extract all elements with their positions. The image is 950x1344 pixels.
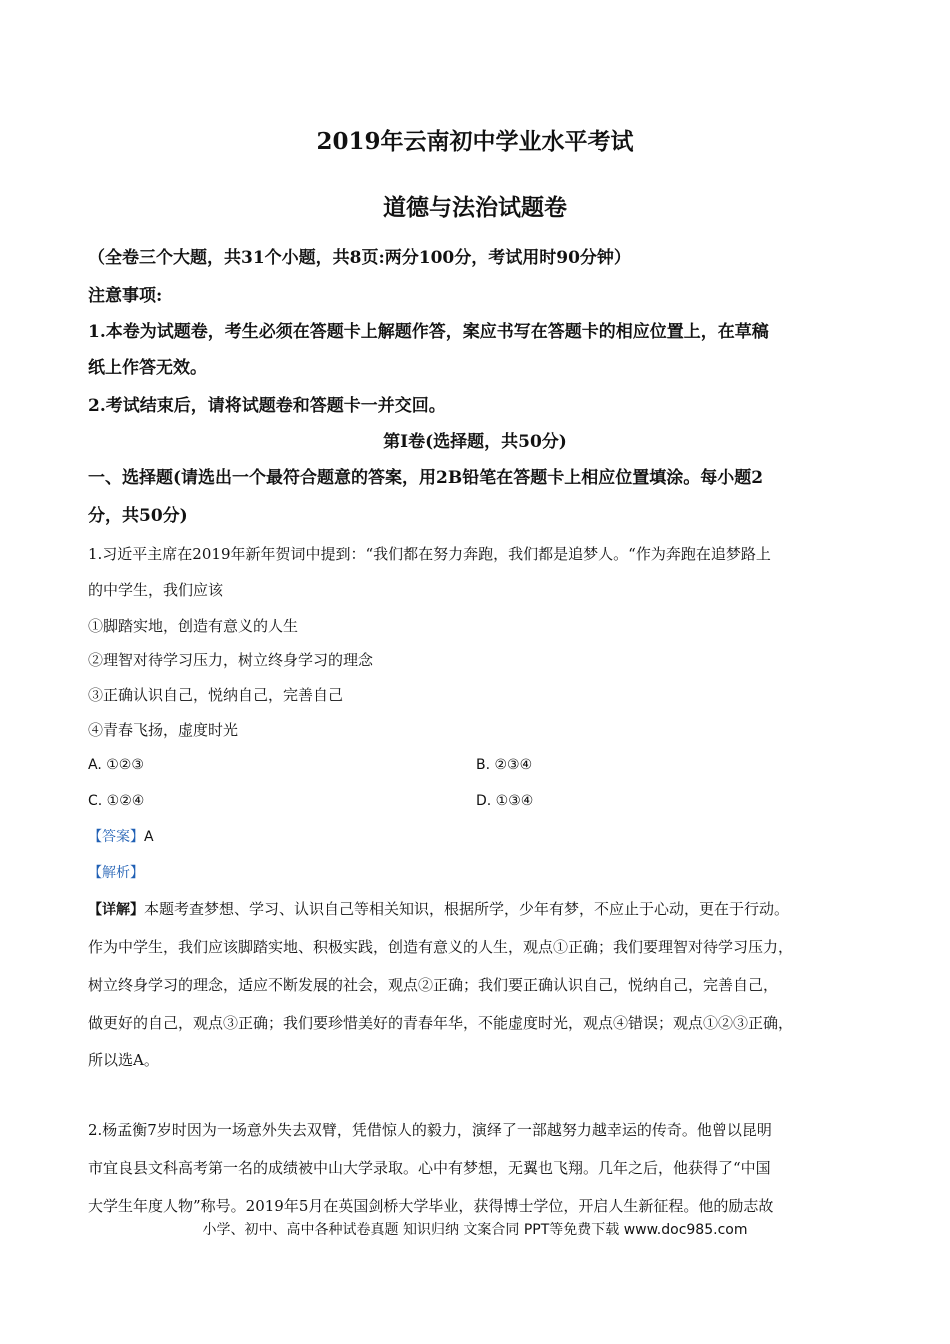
detail-text-1: 本题考查梦想、学习、认识自己等相关知识，根据所学，少年有梦，不应止于心动，更在于行动。 xyxy=(144,900,790,918)
exam-subtitle: 道德与法治试题卷 xyxy=(383,194,567,221)
notice-item-1: 1.本卷为试题卷，考生必须在答题卡上解题作答，案应书写在答题卡的相应位置上，在草稿 xyxy=(88,322,769,342)
answer-value: A xyxy=(144,829,154,845)
notice-item-1-cont: 纸上作答无效。 xyxy=(88,358,207,378)
q1-stem: 1.习近平主席在2019年新年贺词中提到：“我们都在努力奔跑，我们都是追梦人。“作为奔跑在追梦路上 xyxy=(88,545,771,563)
notice-heading: 注意事项: xyxy=(88,286,163,306)
analysis-label: 【解析】 xyxy=(88,865,144,881)
q1-detail xyxy=(88,899,789,920)
q1-detail-4: 做更好的自己，观点③正确；我们要珍惜美好的青春年华，不能虚度时光，观点④错误；观点①②③正确， xyxy=(88,1014,794,1032)
q1-option-c: C. ①②④ xyxy=(88,793,145,809)
section-heading: 一、选择题(请选出一个最符合题意的答案，用2B铅笔在答题卡上相应位置填涂。每小题2 xyxy=(88,468,764,488)
q1-option-d: D. ①③④ xyxy=(476,793,534,809)
page-footer: 小学、初中、高中各种试卷真题 知识归纳 文案合同 PPT等免费下载 www.doc985.com xyxy=(202,1222,748,1238)
q1-option-a: A. ①②③ xyxy=(88,757,144,773)
q1-stem-cont: 的中学生，我们应该 xyxy=(88,581,224,599)
exam-title: 2019年云南初中学业水平考试 xyxy=(316,128,634,155)
notice-item-2: 2.考试结束后，请将试题卷和答题卡一并交回。 xyxy=(88,396,446,416)
q2-stem-3: 大学生年度人物”称号。2019年5月在英国剑桥大学毕业，获得博士学位，开启人生新征程。他的励志故 xyxy=(88,1197,774,1215)
q1-detail-2: 作为中学生，我们应该脚踏实地、积极实践，创造有意义的人生，观点①正确；我们要理智对待学习压力， xyxy=(88,938,794,956)
q1-detail-5: 所以选A。 xyxy=(88,1051,159,1069)
q1-detail-3: 树立终身学习的理念，适应不断发展的社会，观点②正确；我们要正确认识自己，悦纳自己，完善自己， xyxy=(88,976,779,994)
answer-label: 【答案】 xyxy=(88,829,144,845)
q2-stem: 2.杨孟衡7岁时因为一场意外失去双臂，凭借惊人的毅力，演绎了一部越努力越幸运的传奇。他曾以昆明 xyxy=(88,1121,772,1139)
q1-option-b: B. ②③④ xyxy=(476,757,533,773)
section-heading-cont: 分，共50分) xyxy=(88,506,188,526)
q1-answer xyxy=(88,827,154,847)
q2-stem-2: 市宜良县文科高考第一名的成绩被中山大学录取。心中有梦想，无翼也飞翔。几年之后，他获得了“中国 xyxy=(88,1159,771,1177)
detail-label: 【详解】 xyxy=(88,902,144,918)
exam-info: （全卷三个大题，共31个小题，共8页:两分100分，考试用时90分钟） xyxy=(88,248,631,268)
q1-item-1: ①脚踏实地，创造有意义的人生 xyxy=(88,617,299,635)
q1-item-3: ③正确认识自己，悦纳自己，完善自己 xyxy=(88,686,344,704)
q1-item-4: ④青春飞扬，虚度时光 xyxy=(88,721,239,739)
part-title: 第Ⅰ卷(选择题，共50分) xyxy=(383,432,567,452)
q1-item-2: ②理智对待学习压力，树立终身学习的理念 xyxy=(88,651,374,669)
